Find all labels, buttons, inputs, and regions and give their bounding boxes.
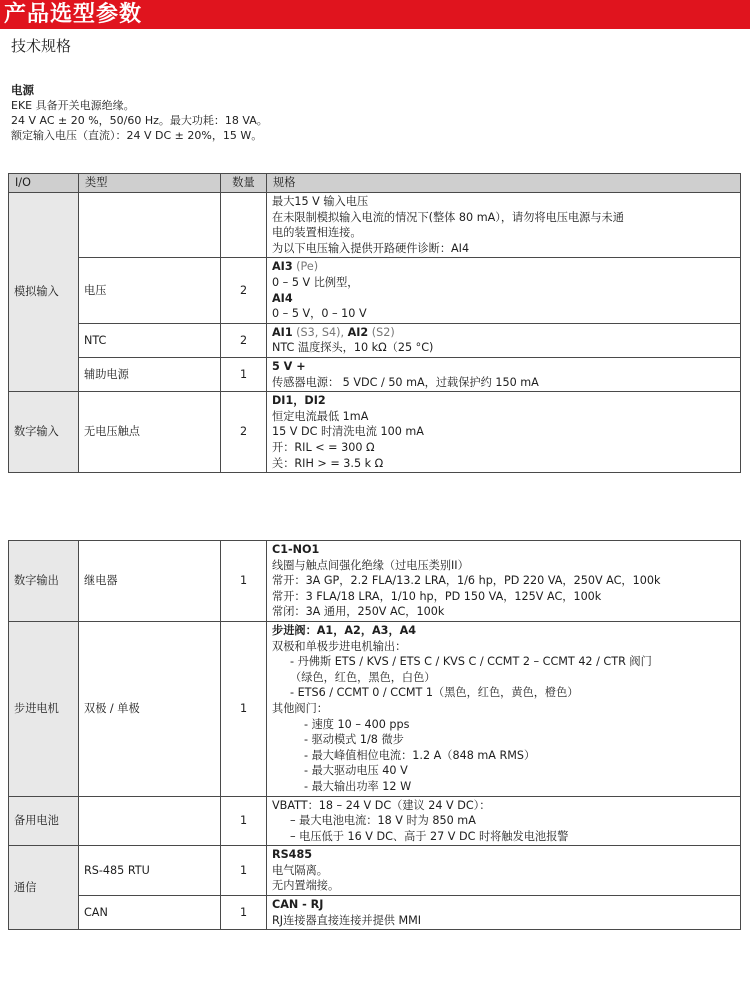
spec-line: - 最大峰值相位电流：1.2 A（848 mA RMS） bbox=[304, 748, 536, 762]
ai1-label: AI1 bbox=[272, 325, 293, 339]
spec-line: 常开：3A GP，2.2 FLA/13.2 LRA，1/6 hp，PD 220 VA，250V AC，100k bbox=[272, 574, 661, 588]
spec-line: 线圈与触点间强化绝缘（过电压类别II） bbox=[272, 558, 469, 572]
qty-voltage: 2 bbox=[221, 258, 267, 323]
spec-rs485 bbox=[267, 846, 741, 896]
spec-stepper bbox=[267, 621, 741, 796]
qty-aux-power: 1 bbox=[221, 357, 267, 391]
spec-line: RJ连接器直接连接并提供 MMI bbox=[272, 913, 422, 927]
type-relay: 继电器 bbox=[79, 541, 221, 622]
ai3-label: AI3 bbox=[272, 260, 293, 274]
stepper-title: 步进阀：A1，A2，A3，A4 bbox=[272, 623, 417, 637]
group-backup-battery: 备用电池 bbox=[9, 796, 79, 846]
type-cell-empty bbox=[79, 796, 221, 846]
type-voltage: 电压 bbox=[79, 258, 221, 323]
spec-line: - ETS6 / CCMT 0 / CCMT 1（黑色，红色，黄色，橙色） bbox=[290, 686, 579, 700]
group-analog-input: 模拟输入 bbox=[9, 193, 79, 392]
spec-table-inputs bbox=[8, 173, 741, 473]
spec-line: 电的装置相连接。 bbox=[272, 226, 362, 240]
spec-line: - 丹佛斯 ETS / KVS / ETS C / KVS C / CCMT 2 – CCMT 42 / CTR 阀门 bbox=[290, 655, 652, 669]
group-stepper-motor: 步进电机 bbox=[9, 621, 79, 796]
spec-line: 传感器电源： 5 VDC / 50 mA，过载保护约 150 mA bbox=[272, 375, 539, 389]
table-row bbox=[9, 621, 741, 796]
spec-line: 在未限制模拟输入电流的情况下(整体 80 mA），请勿将电压电源与未通 bbox=[272, 210, 624, 224]
qty-can: 1 bbox=[221, 896, 267, 930]
ai2-note: (S2) bbox=[371, 325, 395, 339]
spec-line: 15 V DC 时清洗电流 100 mA bbox=[272, 425, 424, 439]
group-digital-input: 数字输入 bbox=[9, 392, 79, 473]
table-row bbox=[9, 323, 741, 357]
table-row bbox=[9, 392, 741, 473]
title-banner bbox=[0, 0, 750, 29]
spec-can bbox=[267, 896, 741, 930]
di-title: DI1，DI2 bbox=[272, 394, 326, 408]
spec-line: - 速度 10 – 400 pps bbox=[304, 717, 410, 731]
spec-line: NTC 温度探头，10 kΩ（25 °C) bbox=[272, 341, 434, 355]
spec-line: 双极和单极步进电机输出： bbox=[272, 639, 407, 653]
type-aux-power: 辅助电源 bbox=[79, 357, 221, 391]
spec-line: 关：RIH > = 3.5 k Ω bbox=[272, 456, 384, 470]
type-rs485: RS-485 RTU bbox=[79, 846, 221, 896]
type-ntc: NTC bbox=[79, 323, 221, 357]
rs485-title: RS485 bbox=[272, 848, 313, 862]
aux-title: 5 V + bbox=[272, 359, 306, 373]
power-heading: 电源 bbox=[11, 83, 34, 97]
power-section bbox=[11, 83, 731, 143]
relay-title: C1-NO1 bbox=[272, 543, 320, 556]
spec-line: 常开：3 FLA/18 LRA，1/10 hp，PD 150 VA，125V AC，100k bbox=[272, 589, 602, 603]
spec-voltage bbox=[267, 258, 741, 323]
spec-line: （绿色，红色，黑色，白色） bbox=[290, 670, 436, 684]
type-cell-empty bbox=[79, 193, 221, 258]
spec-line: 其他阀门： bbox=[272, 701, 328, 715]
spec-line bbox=[272, 325, 735, 341]
spec-line: 开：RIL < = 300 Ω bbox=[272, 440, 375, 454]
ai1-note: (S3, S4), bbox=[296, 325, 345, 339]
power-line: EKE 具备开关电源绝缘。 bbox=[11, 99, 135, 112]
table-row bbox=[9, 258, 741, 323]
group-communication: 通信 bbox=[9, 846, 79, 930]
spec-line: - 驱动模式 1/8 微步 bbox=[304, 733, 404, 747]
ai4-label: AI4 bbox=[272, 291, 293, 305]
qty-battery: 1 bbox=[221, 796, 267, 846]
spec-relay bbox=[267, 541, 741, 622]
spec-ntc bbox=[267, 323, 741, 357]
ai2-label: AI2 bbox=[347, 325, 369, 339]
table-row bbox=[9, 896, 741, 930]
header-type: 类型 bbox=[79, 174, 221, 193]
qty-ntc: 2 bbox=[221, 323, 267, 357]
section-subtitle: 技术规格 bbox=[11, 37, 72, 55]
spec-line: 无内置端接。 bbox=[272, 879, 340, 893]
header-spec: 规格 bbox=[267, 174, 741, 193]
qty-stepper: 1 bbox=[221, 621, 267, 796]
power-line: 额定输入电压（直流）：24 V DC ± 20%，15 W。 bbox=[11, 129, 263, 142]
spec-line: 常闭：3A 通用，250V AC，100k bbox=[272, 605, 445, 619]
header-qty: 数量 bbox=[221, 174, 267, 193]
spec-line bbox=[272, 259, 735, 275]
banner-title: 产品选型参数 bbox=[4, 2, 143, 27]
spec-line: - 最大驱动电压 40 V bbox=[304, 764, 408, 778]
spec-aux-power bbox=[267, 357, 741, 391]
spec-line: 恒定电流最低 1mA bbox=[272, 409, 369, 423]
spec-line: 0 – 5 V，0 – 10 V bbox=[272, 307, 367, 321]
group-digital-output: 数字输出 bbox=[9, 541, 79, 622]
can-title: CAN - RJ bbox=[272, 898, 324, 912]
power-line: 24 V AC ± 20 %，50/60 Hz。最大功耗：18 VA。 bbox=[11, 114, 268, 127]
type-dry-contact: 无电压触点 bbox=[79, 392, 221, 473]
table-row bbox=[9, 541, 741, 622]
qty-relay: 1 bbox=[221, 541, 267, 622]
qty-cell-empty bbox=[221, 193, 267, 258]
table-row bbox=[9, 796, 741, 846]
spec-line: – 最大电池电流：18 V 时为 850 mA bbox=[290, 814, 476, 828]
spec-analog-intro bbox=[267, 193, 741, 258]
table-row bbox=[9, 357, 741, 391]
spec-line: 0 – 5 V 比例型， bbox=[272, 275, 359, 289]
qty-digital-input: 2 bbox=[221, 392, 267, 473]
spec-line: 为以下电压输入提供开路硬件诊断：AI4 bbox=[272, 241, 470, 255]
header-io: I/O bbox=[9, 174, 79, 193]
spec-line: VBATT：18 – 24 V DC（建议 24 V DC）： bbox=[272, 798, 491, 812]
type-can: CAN bbox=[79, 896, 221, 930]
table-header-row bbox=[9, 174, 741, 193]
spec-line: – 电压低于 16 V DC、高于 27 V DC 时将触发电池报警 bbox=[290, 829, 569, 843]
table-row bbox=[9, 846, 741, 896]
spec-table-outputs bbox=[8, 540, 741, 930]
ai3-note: (Pe) bbox=[296, 260, 319, 274]
spec-line: - 最大输出功率 12 W bbox=[304, 779, 412, 793]
spec-digital-input bbox=[267, 392, 741, 473]
spec-line: 最大15 V 输入电压 bbox=[272, 195, 369, 208]
qty-rs485: 1 bbox=[221, 846, 267, 896]
type-bipolar-unipolar: 双极 / 单极 bbox=[79, 621, 221, 796]
spec-battery bbox=[267, 796, 741, 846]
table-row bbox=[9, 193, 741, 258]
spec-line: 电气隔离。 bbox=[272, 863, 328, 877]
